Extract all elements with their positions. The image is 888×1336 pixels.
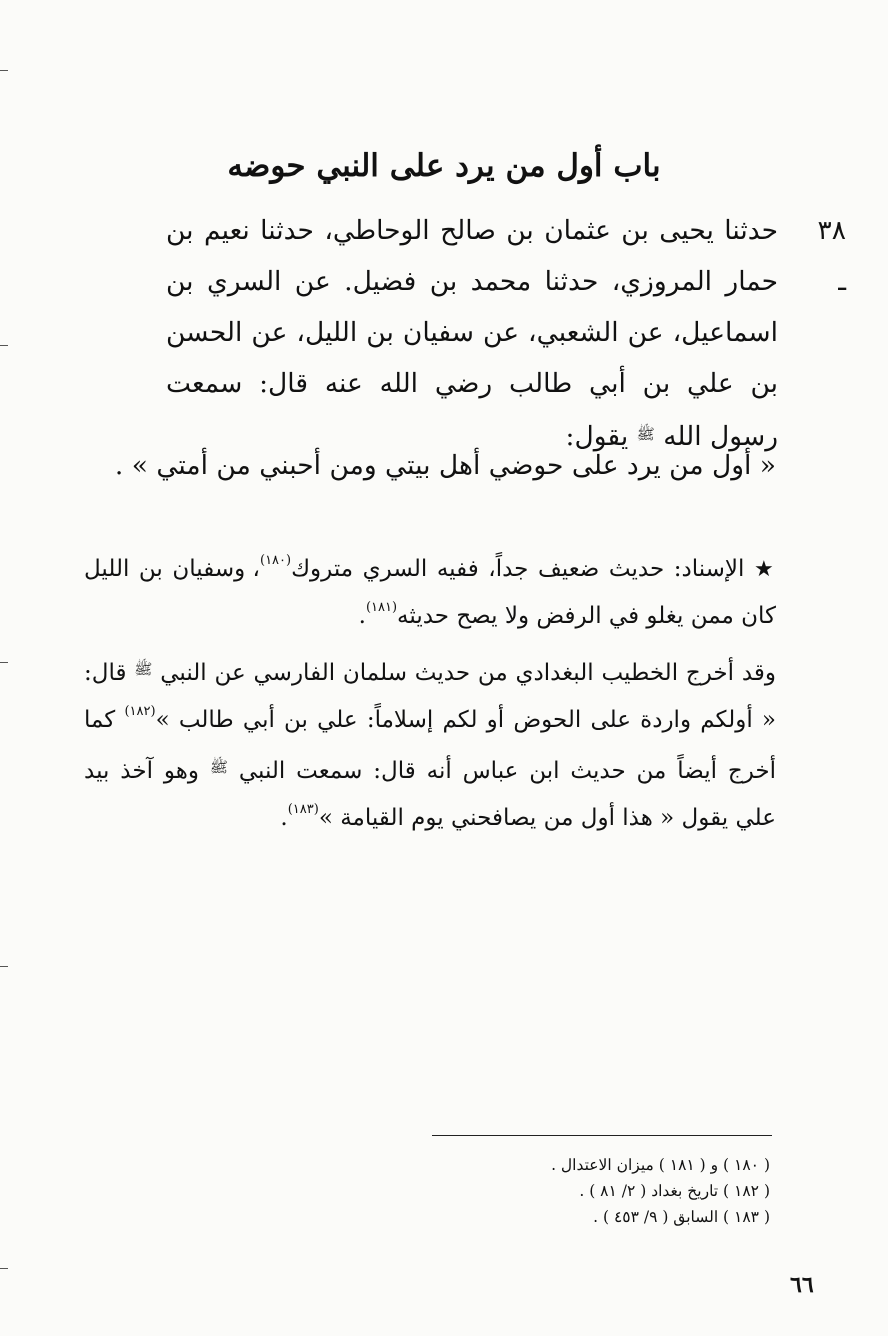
page-number: ٦٦ <box>790 1272 814 1298</box>
scan-margin-mark <box>0 662 8 663</box>
hadith-number: ٣٨ ـ <box>817 215 846 297</box>
chapter-title: باب أول من يرد على النبي حوضه <box>227 148 661 184</box>
footnote-ref: (١٨٢) <box>124 704 156 719</box>
scan-margin-mark <box>0 966 8 967</box>
footnote-item: ( ١٨٢ ) تاريخ بغداد ( ٢/ ٨١ ) . <box>579 1182 770 1200</box>
commentary-text: . <box>358 603 366 629</box>
isnad-end: يقول: <box>565 421 629 452</box>
footnote-item: ( ١٨٣ ) السابق ( ٩/ ٤٥٣ ) . <box>593 1208 770 1226</box>
commentary-text: كما أخرج أيضاً من حديث ابن عباس أنه قال: سمعت النبي <box>84 707 777 784</box>
footnote-ref: (١٨١) <box>365 600 398 615</box>
footnote-item: ( ١٨٠ ) و ( ١٨١ ) ميزان الاعتدال . <box>551 1156 770 1174</box>
footnote-ref: (١٨٣) <box>287 802 319 817</box>
scan-margin-mark <box>0 70 8 71</box>
commentary-takhrij <box>84 646 776 842</box>
commentary-text: قال: « أولكم واردة على الحوض أو لكم إسلاماً: علي بن أبي طالب » <box>84 660 776 733</box>
commentary-text: وهو آخذ بيد علي يقول « هذا أول من يصافحني يوم القيامة » <box>84 758 776 831</box>
star-icon: ★ <box>754 557 776 582</box>
scan-margin-mark <box>0 345 8 346</box>
commentary-text: ، وسفيان بن الليل كان ممن يغلو في الرفض ولا يصح حديثه <box>84 556 776 629</box>
salutation-glyph: ﷺ <box>134 660 153 678</box>
hadith-isnad <box>166 205 778 462</box>
commentary <box>84 546 776 842</box>
commentary-text: وقد أخرج الخطيب البغدادي من حديث سلمان الفارسي عن النبي <box>160 660 777 686</box>
footnotes <box>350 1152 770 1230</box>
commentary-isnad <box>84 546 776 640</box>
scan-margin-mark <box>0 1268 8 1269</box>
footnote-divider <box>432 1135 772 1136</box>
salutation-glyph: ﷺ <box>209 758 228 776</box>
hadith-matn: « أول من يرد على حوضي أهل بيتي ومن أحبني من أمتي » . <box>114 450 776 481</box>
isnad-text: حدثنا يحيى بن عثمان بن صالح الوحاطي، حدثنا نعيم بن حمار المروزي، حدثنا محمد بن فضيل. عن السري بن اسماعيل، عن الشعبي، عن سفيان بن الليل، عن الحسن بن علي بن أبي طالب رضي الله عنه قال: سمعت رسول الله <box>166 215 778 452</box>
salutation-glyph: ﷺ <box>636 425 655 443</box>
commentary-text: . <box>280 805 288 831</box>
footnote-ref: (١٨٠) <box>259 553 292 568</box>
commentary-text: الإسناد: حديث ضعيف جداً، ففيه السري متروك <box>291 556 745 582</box>
